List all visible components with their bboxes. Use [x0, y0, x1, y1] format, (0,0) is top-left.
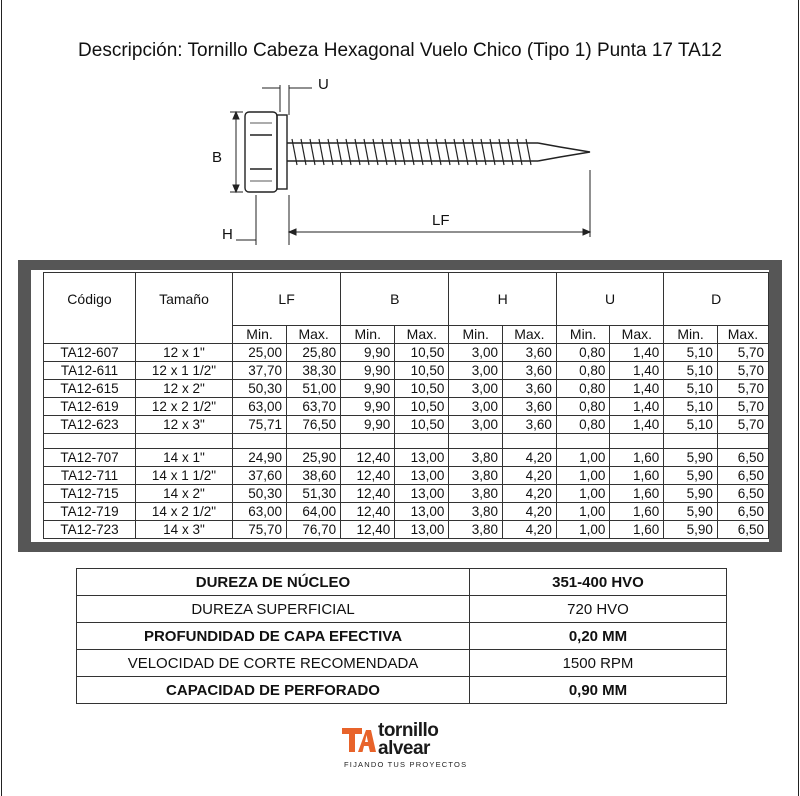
table-row: [44, 467, 769, 485]
value-cell: 5,70: [717, 362, 768, 380]
value-cell: 3,60: [502, 398, 556, 416]
value-cell: 4,20: [502, 485, 556, 503]
value-cell: 25,00: [232, 344, 286, 362]
table-row: [44, 521, 769, 539]
value-cell: 5,10: [664, 380, 718, 398]
value-cell: 1,00: [556, 521, 610, 539]
size-cell: 12 x 3": [135, 416, 232, 434]
value-cell: 10,50: [395, 362, 449, 380]
screw-drawing: [200, 75, 600, 250]
table-row: [44, 380, 769, 398]
value-cell: 3,80: [449, 521, 503, 539]
value-cell: 5,70: [717, 344, 768, 362]
table-row: [44, 503, 769, 521]
min-header: Min.: [232, 326, 286, 344]
hardness-row: [77, 596, 727, 623]
hardness-row: [77, 623, 727, 650]
value-cell: 12,40: [341, 521, 395, 539]
label-h: H: [222, 226, 233, 243]
value-cell: 63,70: [287, 398, 341, 416]
property-label: CAPACIDAD DE PERFORADO: [77, 677, 470, 704]
value-cell: 1,40: [610, 344, 664, 362]
value-cell: 50,30: [232, 380, 286, 398]
spacer-cell: [449, 434, 503, 449]
value-cell: 1,40: [610, 362, 664, 380]
page-title: Descripción: Tornillo Cabeza Hexagonal Vuelo Chico (Tipo 1) Punta 17 TA12: [78, 40, 722, 61]
value-cell: 0,80: [556, 344, 610, 362]
value-cell: 3,60: [502, 344, 556, 362]
value-cell: 3,00: [449, 380, 503, 398]
value-cell: 4,20: [502, 521, 556, 539]
value-cell: 10,50: [395, 380, 449, 398]
value-cell: 1,40: [610, 380, 664, 398]
size-cell: 12 x 2": [135, 380, 232, 398]
hardness-row: [77, 650, 727, 677]
value-cell: 5,90: [664, 485, 718, 503]
spacer-cell: [287, 434, 341, 449]
value-cell: 10,50: [395, 344, 449, 362]
value-cell: 5,10: [664, 344, 718, 362]
spacer-cell: [717, 434, 768, 449]
value-cell: 12,40: [341, 467, 395, 485]
property-label: DUREZA DE NÚCLEO: [77, 569, 470, 596]
size-cell: 14 x 2 1/2": [135, 503, 232, 521]
spacer-cell: [44, 434, 136, 449]
max-header: Max.: [610, 326, 664, 344]
hardness-table: [76, 568, 727, 704]
size-cell: 14 x 1 1/2": [135, 467, 232, 485]
code-cell: TA12-615: [44, 380, 136, 398]
value-cell: 0,80: [556, 380, 610, 398]
value-cell: 6,50: [717, 485, 768, 503]
property-label: DUREZA SUPERFICIAL: [77, 596, 470, 623]
table-row: [44, 398, 769, 416]
property-value: 351-400 HVO: [470, 569, 727, 596]
value-cell: 63,00: [232, 398, 286, 416]
value-cell: 5,90: [664, 503, 718, 521]
code-cell: TA12-711: [44, 467, 136, 485]
value-cell: 4,20: [502, 449, 556, 467]
value-cell: 3,60: [502, 380, 556, 398]
code-cell: TA12-619: [44, 398, 136, 416]
value-cell: 13,00: [395, 449, 449, 467]
value-cell: 3,00: [449, 398, 503, 416]
value-cell: 38,30: [287, 362, 341, 380]
right-border-line: [798, 0, 799, 796]
value-cell: 12,40: [341, 449, 395, 467]
value-cell: 38,60: [287, 467, 341, 485]
size-cell: 14 x 1": [135, 449, 232, 467]
value-cell: 75,70: [232, 521, 286, 539]
value-cell: 3,00: [449, 416, 503, 434]
spacer-cell: [232, 434, 286, 449]
min-header: Min.: [449, 326, 503, 344]
label-b: B: [212, 149, 223, 166]
value-cell: 13,00: [395, 485, 449, 503]
code-cell: TA12-611: [44, 362, 136, 380]
value-cell: 5,10: [664, 362, 718, 380]
value-cell: 3,80: [449, 485, 503, 503]
spacer-cell: [341, 434, 395, 449]
value-cell: 64,00: [287, 503, 341, 521]
value-cell: 50,30: [232, 485, 286, 503]
spacer-cell: [135, 434, 232, 449]
value-cell: 9,90: [341, 362, 395, 380]
min-header: Min.: [556, 326, 610, 344]
value-cell: 51,30: [287, 485, 341, 503]
brand-logo: [340, 722, 470, 774]
property-value: 1500 RPM: [470, 650, 727, 677]
value-cell: 1,60: [610, 449, 664, 467]
value-cell: 13,00: [395, 521, 449, 539]
size-cell: 12 x 1 1/2": [135, 362, 232, 380]
column-header: H: [449, 273, 556, 326]
group-spacer-row: [44, 434, 769, 449]
value-cell: 5,10: [664, 398, 718, 416]
max-header: Max.: [717, 326, 768, 344]
value-cell: 3,80: [449, 503, 503, 521]
size-cell: 12 x 1": [135, 344, 232, 362]
value-cell: 3,80: [449, 467, 503, 485]
logo-line2: alvear: [378, 738, 430, 759]
value-cell: 0,80: [556, 416, 610, 434]
specs-table: [43, 272, 769, 539]
specs-table-frame: [18, 260, 782, 552]
size-cell: 14 x 3": [135, 521, 232, 539]
code-cell: TA12-719: [44, 503, 136, 521]
hardness-row: [77, 569, 727, 596]
spacer-cell: [664, 434, 718, 449]
column-header: U: [556, 273, 663, 326]
value-cell: 10,50: [395, 398, 449, 416]
value-cell: 6,50: [717, 449, 768, 467]
column-header: LF: [232, 273, 340, 326]
value-cell: 0,80: [556, 362, 610, 380]
value-cell: 1,00: [556, 467, 610, 485]
code-cell: TA12-723: [44, 521, 136, 539]
value-cell: 13,00: [395, 467, 449, 485]
value-cell: 37,60: [232, 467, 286, 485]
code-cell: TA12-607: [44, 344, 136, 362]
spacer-cell: [395, 434, 449, 449]
label-lf: LF: [432, 212, 450, 229]
value-cell: 5,90: [664, 521, 718, 539]
value-cell: 76,50: [287, 416, 341, 434]
value-cell: 1,60: [610, 503, 664, 521]
value-cell: 12,40: [341, 503, 395, 521]
spacer-cell: [502, 434, 556, 449]
hardness-row: [77, 677, 727, 704]
table-row: [44, 416, 769, 434]
value-cell: 9,90: [341, 380, 395, 398]
value-cell: 37,70: [232, 362, 286, 380]
min-header: Min.: [664, 326, 718, 344]
table-row: [44, 362, 769, 380]
size-cell: 14 x 2": [135, 485, 232, 503]
value-cell: 5,70: [717, 416, 768, 434]
spacer-cell: [556, 434, 610, 449]
value-cell: 1,40: [610, 416, 664, 434]
value-cell: 1,00: [556, 449, 610, 467]
column-header: Código: [44, 273, 136, 344]
value-cell: 1,40: [610, 398, 664, 416]
value-cell: 1,60: [610, 521, 664, 539]
value-cell: 75,71: [232, 416, 286, 434]
column-header: Tamaño: [135, 273, 232, 344]
specs-header-row: [44, 273, 769, 326]
value-cell: 4,20: [502, 503, 556, 521]
property-label: VELOCIDAD DE CORTE RECOMENDADA: [77, 650, 470, 677]
code-cell: TA12-623: [44, 416, 136, 434]
max-header: Max.: [287, 326, 341, 344]
size-cell: 12 x 2 1/2": [135, 398, 232, 416]
label-u: U: [318, 76, 329, 93]
spacer-cell: [610, 434, 664, 449]
table-row: [44, 485, 769, 503]
value-cell: 1,60: [610, 467, 664, 485]
value-cell: 24,90: [232, 449, 286, 467]
value-cell: 25,90: [287, 449, 341, 467]
value-cell: 5,70: [717, 398, 768, 416]
property-value: 0,90 MM: [470, 677, 727, 704]
property-value: 0,20 MM: [470, 623, 727, 650]
table-row: [44, 449, 769, 467]
value-cell: 9,90: [341, 344, 395, 362]
value-cell: 3,00: [449, 344, 503, 362]
value-cell: 0,80: [556, 398, 610, 416]
property-value: 720 HVO: [470, 596, 727, 623]
code-cell: TA12-707: [44, 449, 136, 467]
value-cell: 9,90: [341, 416, 395, 434]
value-cell: 9,90: [341, 398, 395, 416]
value-cell: 6,50: [717, 503, 768, 521]
value-cell: 13,00: [395, 503, 449, 521]
value-cell: 5,10: [664, 416, 718, 434]
value-cell: 76,70: [287, 521, 341, 539]
max-header: Max.: [502, 326, 556, 344]
value-cell: 1,00: [556, 485, 610, 503]
value-cell: 10,50: [395, 416, 449, 434]
value-cell: 4,20: [502, 467, 556, 485]
value-cell: 3,00: [449, 362, 503, 380]
left-border-line: [1, 0, 2, 796]
value-cell: 5,90: [664, 449, 718, 467]
value-cell: 51,00: [287, 380, 341, 398]
value-cell: 1,00: [556, 503, 610, 521]
code-cell: TA12-715: [44, 485, 136, 503]
value-cell: 6,50: [717, 521, 768, 539]
value-cell: 25,80: [287, 344, 341, 362]
min-header: Min.: [341, 326, 395, 344]
table-row: [44, 344, 769, 362]
column-header: D: [664, 273, 769, 326]
value-cell: 6,50: [717, 467, 768, 485]
max-header: Max.: [395, 326, 449, 344]
logo-line1: tornillo: [378, 720, 439, 741]
value-cell: 5,90: [664, 467, 718, 485]
logo-tagline: FIJANDO TUS PROYECTOS: [344, 760, 468, 769]
value-cell: 63,00: [232, 503, 286, 521]
value-cell: 1,60: [610, 485, 664, 503]
value-cell: 3,80: [449, 449, 503, 467]
value-cell: 5,70: [717, 380, 768, 398]
logo-mark-icon: [340, 724, 376, 754]
value-cell: 12,40: [341, 485, 395, 503]
property-label: PROFUNDIDAD DE CAPA EFECTIVA: [77, 623, 470, 650]
value-cell: 3,60: [502, 362, 556, 380]
value-cell: 3,60: [502, 416, 556, 434]
column-header: B: [341, 273, 449, 326]
